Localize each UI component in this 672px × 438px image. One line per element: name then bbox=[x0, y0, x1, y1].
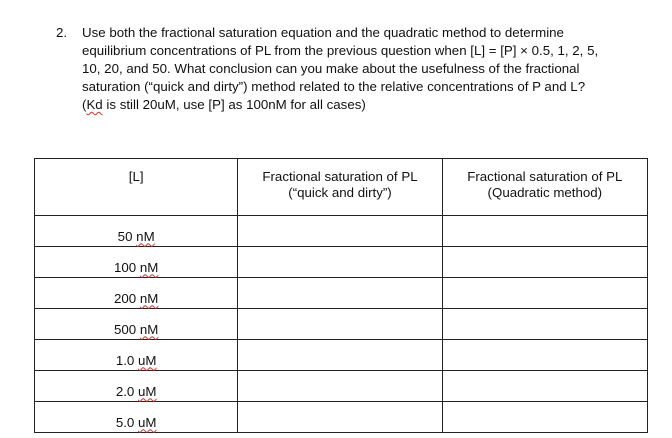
header-quick-dirty bbox=[238, 159, 442, 216]
question-text bbox=[82, 24, 654, 114]
ligand-value: 1.0 bbox=[115, 352, 135, 368]
quadratic-cell[interactable] bbox=[442, 340, 647, 371]
quick-dirty-cell[interactable] bbox=[238, 309, 442, 340]
note-rest: is still 20uM, use [P] as 100nM for all cases) bbox=[102, 97, 366, 112]
ligand-cell bbox=[35, 402, 238, 433]
kd-term: Kd bbox=[86, 97, 103, 112]
ligand-cell bbox=[35, 309, 238, 340]
quadratic-cell[interactable] bbox=[442, 402, 647, 433]
ligand-unit: uM bbox=[138, 383, 157, 399]
question-note bbox=[82, 96, 654, 114]
question-line: equilibrium concentrations of PL from the previous question when [L] = [P] × 0.5, 1, 2, 5, bbox=[82, 43, 599, 58]
ligand-unit: uM bbox=[138, 414, 157, 430]
quick-dirty-cell[interactable] bbox=[238, 402, 442, 433]
ligand-cell bbox=[35, 247, 238, 278]
ligand-cell bbox=[35, 216, 238, 247]
ligand-value: 200 bbox=[113, 290, 137, 306]
quick-dirty-cell[interactable] bbox=[238, 247, 442, 278]
ligand-unit: nM bbox=[136, 228, 155, 244]
ligand-unit: nM bbox=[139, 259, 159, 275]
quadratic-cell[interactable] bbox=[442, 309, 647, 340]
ligand-cell bbox=[35, 278, 238, 309]
ligand-value: 500 bbox=[113, 321, 137, 337]
ligand-unit: nM bbox=[139, 290, 159, 306]
table-row bbox=[35, 216, 648, 247]
note-open-paren: ( bbox=[82, 97, 87, 112]
ligand-unit: uM bbox=[138, 352, 157, 368]
ligand-cell bbox=[35, 371, 238, 402]
question-line: Use both the fractional saturation equation and the quadratic method to determine bbox=[82, 25, 564, 40]
table-row bbox=[35, 309, 648, 340]
table-row bbox=[35, 278, 648, 309]
table-row bbox=[35, 371, 648, 402]
header-ligand-conc bbox=[35, 159, 238, 216]
quick-dirty-cell[interactable] bbox=[238, 278, 442, 309]
header-quick-line1: Fractional saturation of PL bbox=[262, 169, 418, 184]
question-line: 10, 20, and 50. What conclusion can you make about the usefulness of the fractional bbox=[82, 61, 580, 76]
header-quad-line2: (Quadratic method) bbox=[487, 185, 603, 200]
quick-dirty-cell[interactable] bbox=[238, 371, 442, 402]
ligand-cell bbox=[35, 340, 238, 371]
table-row bbox=[35, 402, 648, 433]
ligand-value: 2.0 bbox=[115, 383, 135, 399]
ligand-value: 50 bbox=[117, 228, 133, 244]
ligand-value: 100 bbox=[113, 259, 137, 275]
header-ligand-label: [L] bbox=[128, 169, 144, 184]
answer-table bbox=[34, 158, 648, 433]
header-quick-line2: (“quick and dirty”) bbox=[288, 185, 392, 200]
question-number: 2. bbox=[56, 25, 68, 40]
quadratic-cell[interactable] bbox=[442, 371, 647, 402]
table-row bbox=[35, 247, 648, 278]
table-row bbox=[35, 340, 648, 371]
question-line: saturation (“quick and dirty”) method related to the relative concentrations of P and L? bbox=[82, 79, 586, 94]
table-header-row bbox=[35, 159, 648, 216]
ligand-unit: nM bbox=[139, 321, 159, 337]
quick-dirty-cell[interactable] bbox=[238, 216, 442, 247]
quadratic-cell[interactable] bbox=[442, 278, 647, 309]
ligand-value: 5.0 bbox=[115, 414, 135, 430]
quadratic-cell[interactable] bbox=[442, 247, 647, 278]
header-quadratic bbox=[442, 159, 647, 216]
header-quad-line1: Fractional saturation of PL bbox=[467, 169, 623, 184]
quadratic-cell[interactable] bbox=[442, 216, 647, 247]
quick-dirty-cell[interactable] bbox=[238, 340, 442, 371]
